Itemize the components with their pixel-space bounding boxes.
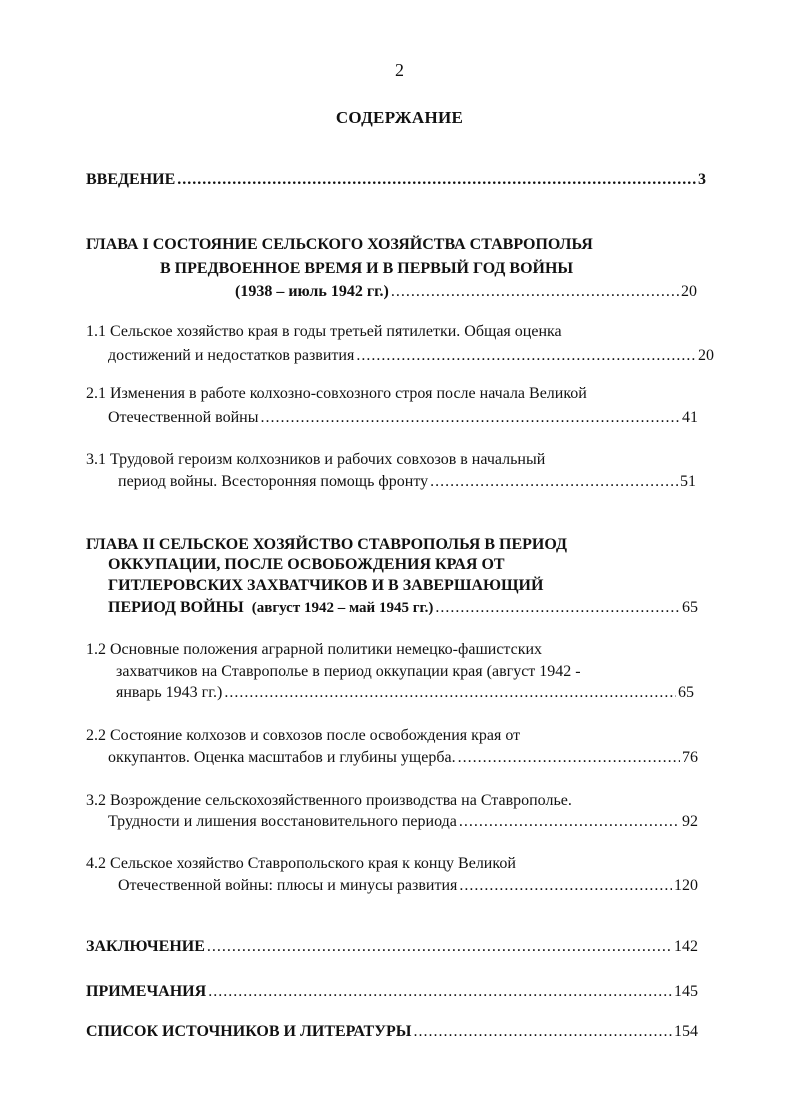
dot-leader [260, 408, 680, 428]
toc-entry-section-3-1 [118, 472, 696, 492]
section-2-1-line1: 2.1 Изменения в работе колхозно-совхозного строя после начала Великой [86, 385, 587, 402]
page-title: СОДЕРЖАНИЕ [335, 108, 464, 127]
toc-entry-section-2-1 [108, 408, 698, 428]
dot-leader [459, 812, 680, 832]
toc-entry-chapter1 [235, 282, 697, 302]
toc-page-number: 92 [682, 813, 698, 830]
toc-page-number: 3 [698, 171, 706, 188]
toc-entry-conclusion [86, 937, 698, 957]
chapter2-title-line3: ГИТЛЕРОВСКИХ ЗАХВАТЧИКОВ И В ЗАВЕРШАЮЩИЙ [108, 577, 544, 594]
chapter2-period: ПЕРИОД ВОЙНЫ [108, 599, 244, 616]
toc-entry-sources [86, 1022, 698, 1042]
section-3-2-line1: 3.2 Возрождение сельскохозяйственного производства на Ставрополье. [86, 792, 572, 809]
toc-entry-section-1-1 [108, 346, 714, 366]
section-1-2-line1: 1.2 Основные положения аграрной политики немецко-фашистских [86, 641, 543, 658]
chapter1-title-line1: ГЛАВА I СОСТОЯНИЕ СЕЛЬСКОГО ХОЗЯЙСТВА СТАВРОПОЛЬЯ [86, 236, 593, 253]
toc-entry-intro [86, 170, 706, 190]
toc-page-number: 142 [674, 938, 698, 955]
toc-page-number: 51 [680, 473, 696, 490]
chapter2-title-line4 [108, 598, 433, 618]
section-2-1-line2: Отечественной войны [108, 409, 259, 426]
toc-page-number: 120 [674, 877, 698, 894]
toc-page-number: 65 [682, 599, 698, 616]
toc-entry-label: СПИСОК ИСТОЧНИКОВ И ЛИТЕРАТУРЫ [86, 1023, 412, 1040]
dot-leader [224, 683, 676, 703]
chapter1-dates: (1938 – июль 1942 гг.) [235, 283, 389, 300]
section-3-2-line2: Трудности и лишения восстановительного периода [108, 813, 457, 830]
toc-entry-notes [86, 982, 698, 1002]
dot-leader [391, 282, 679, 302]
toc-entry-section-2-2 [108, 748, 698, 768]
toc-entry-label: ПРИМЕЧАНИЯ [86, 983, 207, 1000]
chapter2-title-line1: ГЛАВА II СЕЛЬСКОЕ ХОЗЯЙСТВО СТАВРОПОЛЬЯ В ПЕРИОД [86, 536, 568, 553]
dot-leader [356, 346, 696, 366]
toc-entry-label: ЗАКЛЮЧЕНИЕ [86, 938, 205, 955]
toc-page-number: 65 [678, 684, 694, 701]
section-1-1-line2: достижений и недостатков развития [108, 347, 355, 364]
toc-entry-label: ВВЕДЕНИЕ [86, 171, 176, 188]
section-1-2-line2: захватчиков на Ставрополье в период оккупации края (август 1942 - [116, 663, 581, 680]
toc-page-number: 145 [674, 983, 698, 1000]
dot-leader [459, 876, 672, 896]
dot-leader [177, 170, 696, 190]
toc-page-number: 76 [682, 749, 698, 766]
dot-leader [430, 472, 678, 492]
toc-page-number: 20 [698, 347, 714, 364]
toc-entry-chapter2 [108, 598, 698, 618]
dot-leader [207, 937, 672, 957]
toc-entry-section-3-2 [108, 812, 698, 832]
chapter2-dates: (август 1942 – май 1945 гг.) [251, 600, 434, 616]
section-3-1-line2: период войны. Всесторонняя помощь фронту [118, 473, 429, 490]
toc-page-number: 154 [674, 1023, 698, 1040]
toc-page-number: 20 [681, 283, 697, 300]
dot-leader [458, 748, 680, 768]
chapter2-title-line2: ОККУПАЦИИ, ПОСЛЕ ОСВОБОЖДЕНИЯ КРАЯ ОТ [108, 556, 505, 573]
dot-leader [413, 1022, 672, 1042]
section-2-2-line1: 2.2 Состояние колхозов и совхозов после освобождения края от [86, 727, 521, 744]
dot-leader [435, 598, 680, 618]
toc-entry-section-1-2 [116, 683, 694, 703]
section-2-2-line2: оккупантов. Оценка масштабов и глубины ущерба. [108, 749, 456, 766]
toc-entry-section-4-2 [118, 876, 698, 896]
section-4-2-line1: 4.2 Сельское хозяйство Ставропольского края к концу Великой [86, 855, 516, 872]
section-1-2-line3: январь 1943 гг.) [116, 684, 223, 701]
section-4-2-line2: Отечественной войны: плюсы и минусы развития [118, 877, 458, 894]
section-3-1-line1: 3.1 Трудовой героизм колхозников и рабочих совхозов в начальный [86, 451, 546, 468]
dot-leader [208, 982, 672, 1002]
toc-page-number: 41 [682, 409, 698, 426]
section-1-1-line1: 1.1 Сельское хозяйство края в годы третьей пятилетки. Общая оценка [86, 323, 562, 340]
page-number: 2 [395, 60, 404, 80]
chapter1-title-line2: В ПРЕДВОЕННОЕ ВРЕМЯ И В ПЕРВЫЙ ГОД ВОЙНЫ [160, 260, 574, 277]
